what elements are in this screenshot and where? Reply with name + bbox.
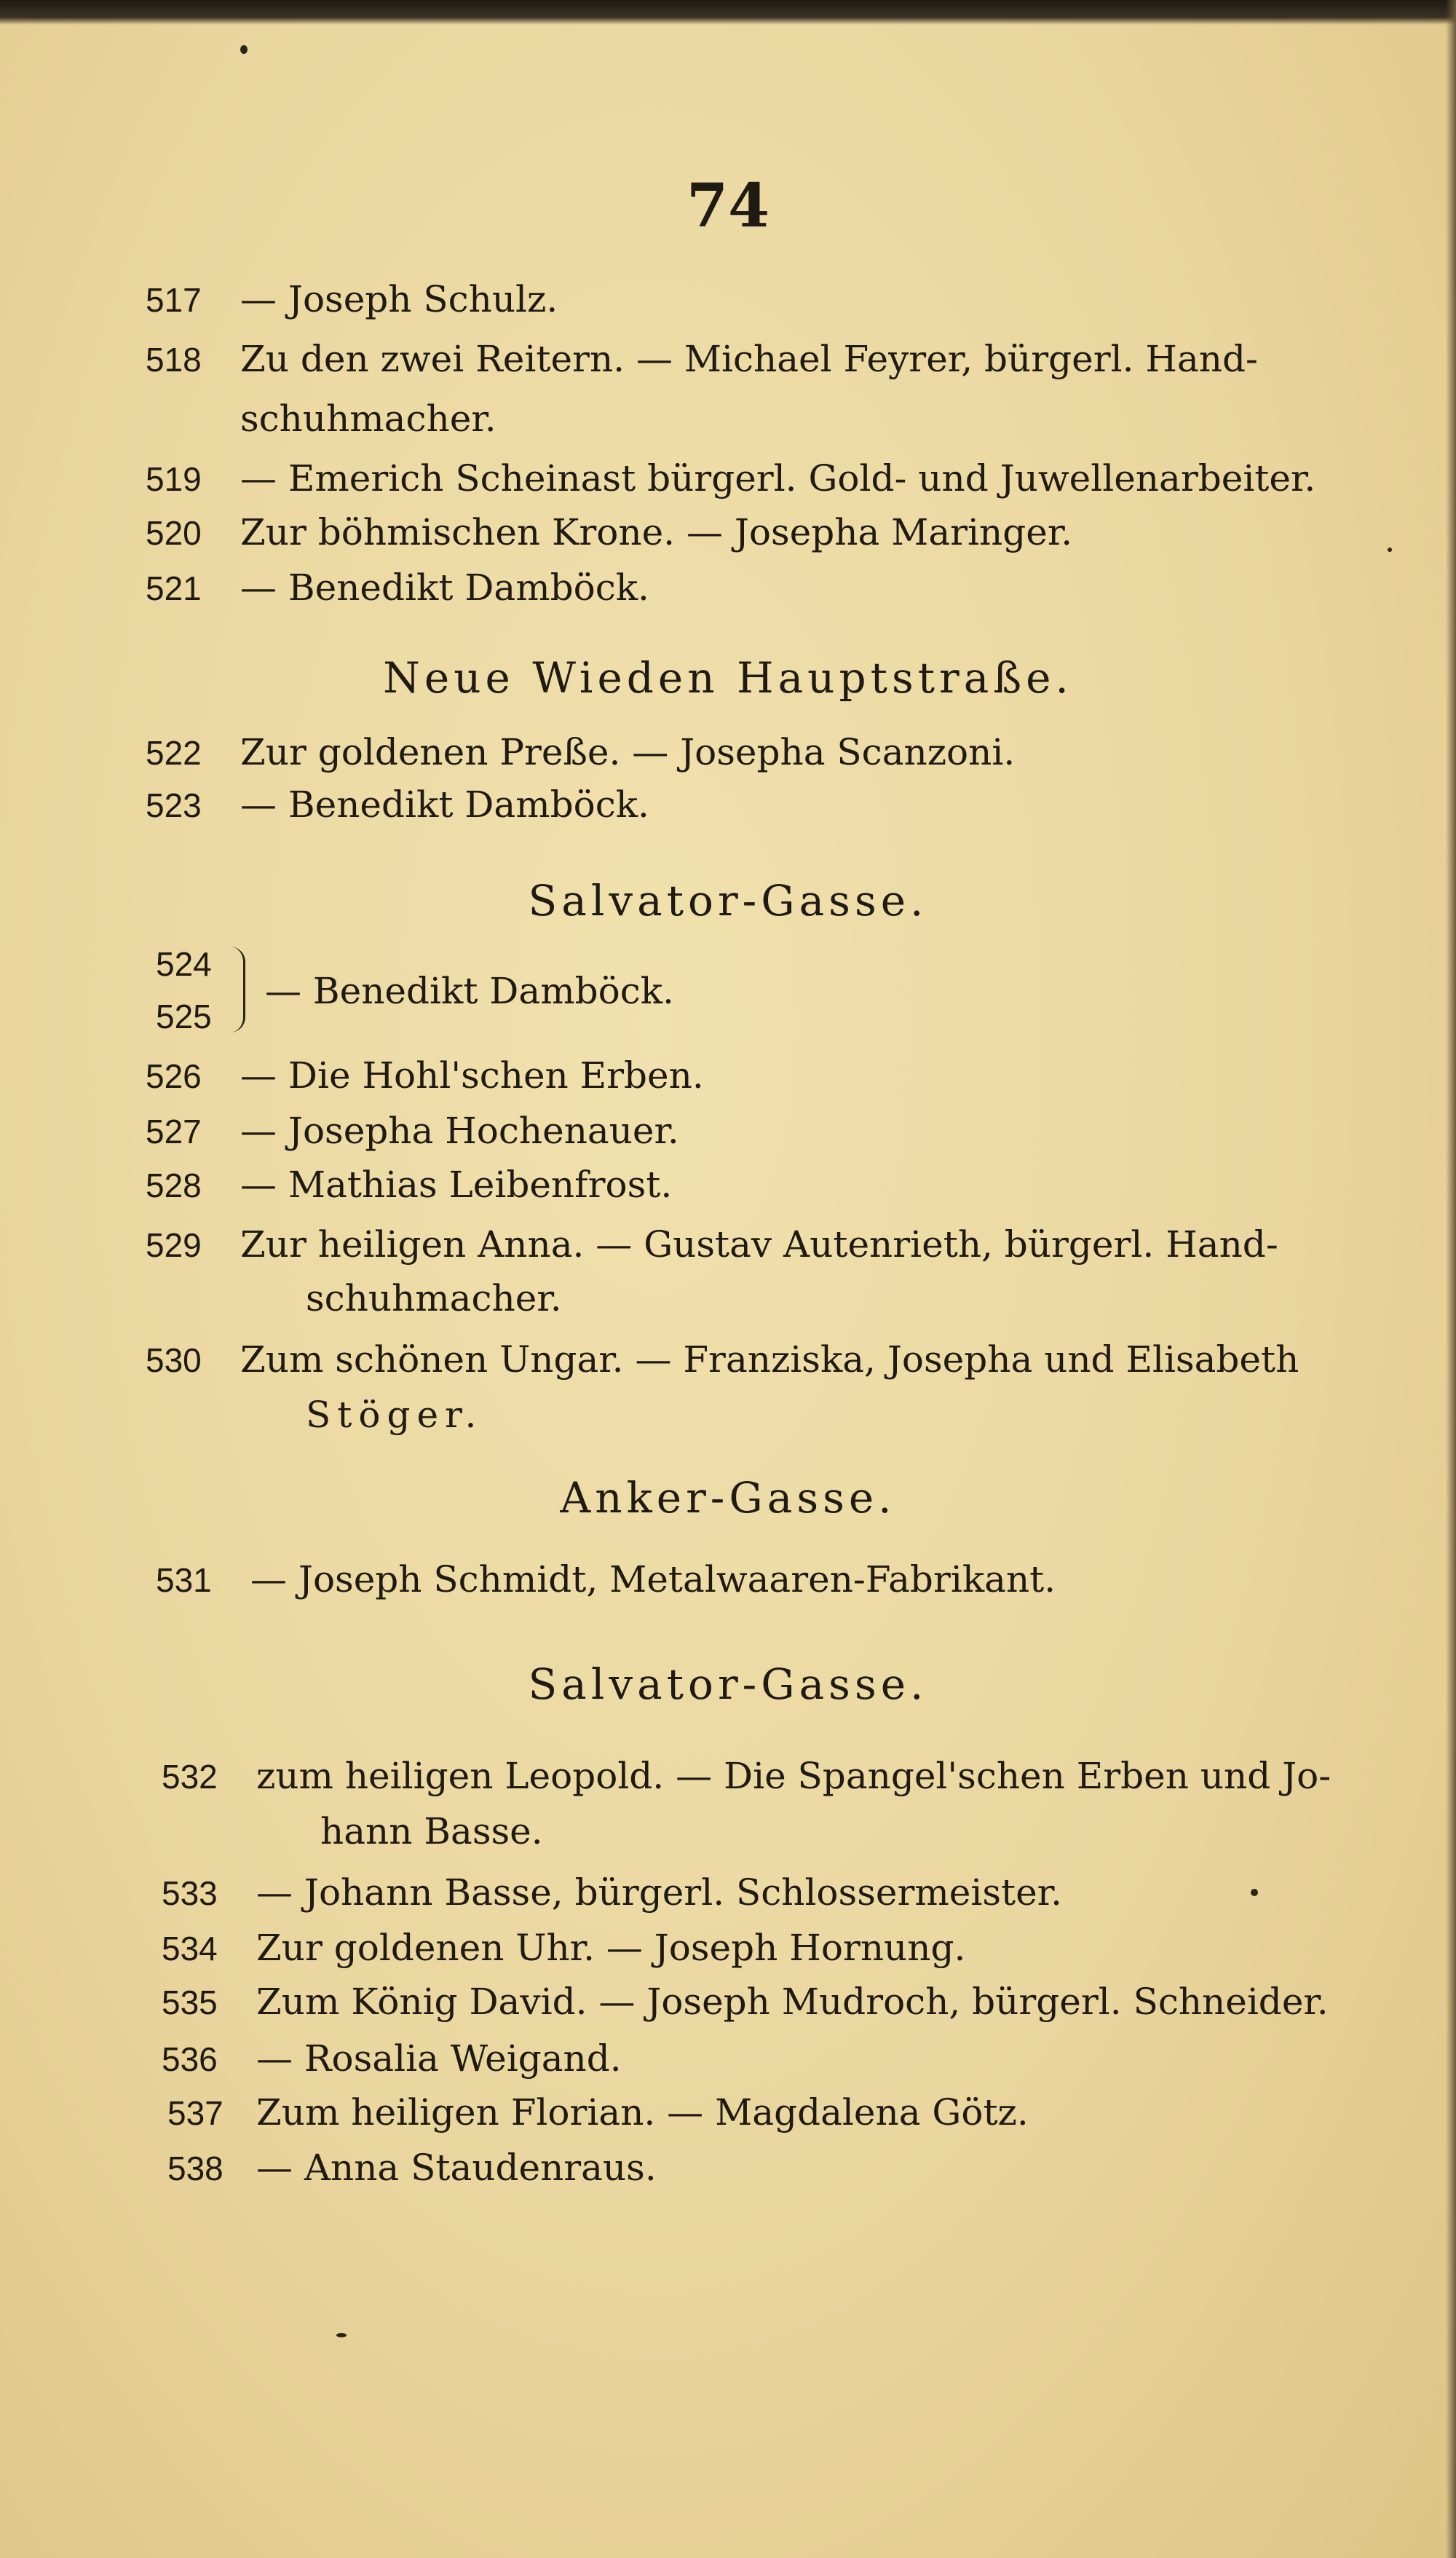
paper-speck — [1388, 548, 1392, 552]
entry-text: Zum schönen Ungar. — Franziska, Josepha und Elisabeth — [240, 1338, 1299, 1381]
entry-number: 524 — [156, 945, 212, 983]
entry-number: 520 — [146, 514, 202, 552]
entry-text: — Anna Staudenraus. — [256, 2147, 657, 2189]
list-item-continuation — [320, 1809, 543, 1854]
entry-text: schuhmacher. — [240, 398, 496, 440]
entry-number: 532 — [162, 1758, 218, 1796]
list-item — [146, 277, 558, 323]
section-heading: Salvator-Gasse. — [528, 1659, 928, 1709]
list-item — [146, 510, 1072, 556]
list-item — [265, 968, 674, 1014]
entry-number: 521 — [146, 569, 202, 607]
section-heading: Anker-Gasse. — [560, 1473, 896, 1523]
entry-text: zum heiligen Leopold. — Die Spangel'schen Erben und Jo- — [256, 1755, 1332, 1797]
entry-number: 517 — [146, 281, 202, 319]
list-item — [146, 1108, 679, 1154]
entry-text: — Joseph Schulz. — [240, 278, 558, 320]
list-item — [146, 1162, 672, 1208]
list-item — [162, 1979, 1329, 2025]
paper-speck — [336, 2333, 347, 2337]
entry-text: Zum König David. — Joseph Mudroch, bürgerl. Schneider. — [256, 1981, 1329, 2023]
entry-text: Zu den zwei Reitern. — Michael Feyrer, bürgerl. Hand- — [240, 338, 1258, 380]
page-number: 74 — [686, 171, 770, 241]
list-item — [162, 2036, 622, 2082]
entry-text: Zur böhmischen Krone. — Josepha Maringer. — [240, 511, 1073, 553]
entry-number: 518 — [146, 341, 202, 379]
list-item — [146, 456, 1315, 502]
paper-speck — [1251, 1889, 1258, 1896]
entry-text: hann Basse. — [320, 1810, 543, 1852]
list-item-continuation — [306, 1392, 483, 1437]
paper-speck — [240, 45, 248, 54]
entry-number: 536 — [162, 2040, 218, 2078]
entry-text: — Mathias Leibenfrost. — [240, 1164, 673, 1206]
list-item — [162, 1870, 1062, 1916]
list-item — [146, 336, 1258, 382]
entry-text: Zur heiligen Anna. — Gustav Autenrieth, bürgerl. Hand- — [240, 1223, 1278, 1266]
entry-number: 525 — [156, 998, 212, 1035]
entry-number: 523 — [146, 786, 202, 824]
entry-text: schuhmacher. — [306, 1277, 562, 1319]
entry-number: 527 — [146, 1113, 202, 1150]
entry-number: 529 — [146, 1226, 202, 1264]
entry-number: 519 — [146, 460, 202, 498]
list-item — [156, 1557, 1056, 1603]
list-item-continuation — [306, 1276, 562, 1321]
brace-mark — [230, 947, 245, 1033]
list-item — [146, 1222, 1278, 1268]
list-item — [167, 2090, 1029, 2136]
list-item — [167, 2145, 657, 2191]
entry-text: Zur goldenen Uhr. — Joseph Hornung. — [256, 1927, 966, 1969]
entry-text: — Benedikt Damböck. — [240, 567, 649, 609]
entry-text: — Benedikt Damböck. — [240, 783, 649, 826]
list-item — [146, 565, 649, 611]
entry-number: 522 — [146, 734, 202, 772]
section-heading: Neue Wieden Hauptstraße. — [383, 653, 1073, 703]
section-heading: Salvator-Gasse. — [528, 876, 928, 925]
entry-text: — Josepha Hochenauer. — [240, 1110, 679, 1152]
entry-text: Zum heiligen Florian. — Magdalena Götz. — [256, 2091, 1029, 2133]
list-item — [146, 782, 649, 828]
entry-text: — Benedikt Damböck. — [265, 970, 674, 1012]
page-right-edge — [1446, 0, 1456, 2558]
entry-text: — Joseph Schmidt, Metalwaaren-Fabrikant. — [250, 1558, 1056, 1600]
list-item — [146, 730, 1015, 775]
list-item — [162, 1925, 965, 1971]
list-item — [146, 1337, 1299, 1383]
list-item — [146, 1053, 704, 1099]
entry-text: Stöger. — [306, 1394, 483, 1436]
entry-number: 538 — [167, 2150, 223, 2187]
entry-text: Zur goldenen Preße. — Josepha Scanzoni. — [240, 731, 1016, 773]
list-item — [162, 1753, 1331, 1799]
entry-number: 534 — [162, 1930, 218, 1967]
entry-number: 528 — [146, 1167, 202, 1204]
page-top-edge — [0, 0, 1456, 25]
entry-text: — Johann Basse, bürgerl. Schlossermeister. — [256, 1871, 1062, 1914]
entry-number: 537 — [167, 2094, 223, 2132]
entry-number: 533 — [162, 1874, 218, 1912]
entry-number: 526 — [146, 1057, 202, 1095]
entry-text: — Die Hohl'schen Erben. — [240, 1054, 704, 1097]
list-item-continuation — [240, 396, 496, 441]
entry-text: — Rosalia Weigand. — [256, 2037, 622, 2080]
entry-number: 535 — [162, 1983, 218, 2021]
entry-number: 531 — [156, 1561, 212, 1599]
entry-number: 530 — [146, 1341, 202, 1379]
entry-text: — Emerich Scheinast bürgerl. Gold- und Juwellenarbeiter. — [240, 457, 1316, 500]
